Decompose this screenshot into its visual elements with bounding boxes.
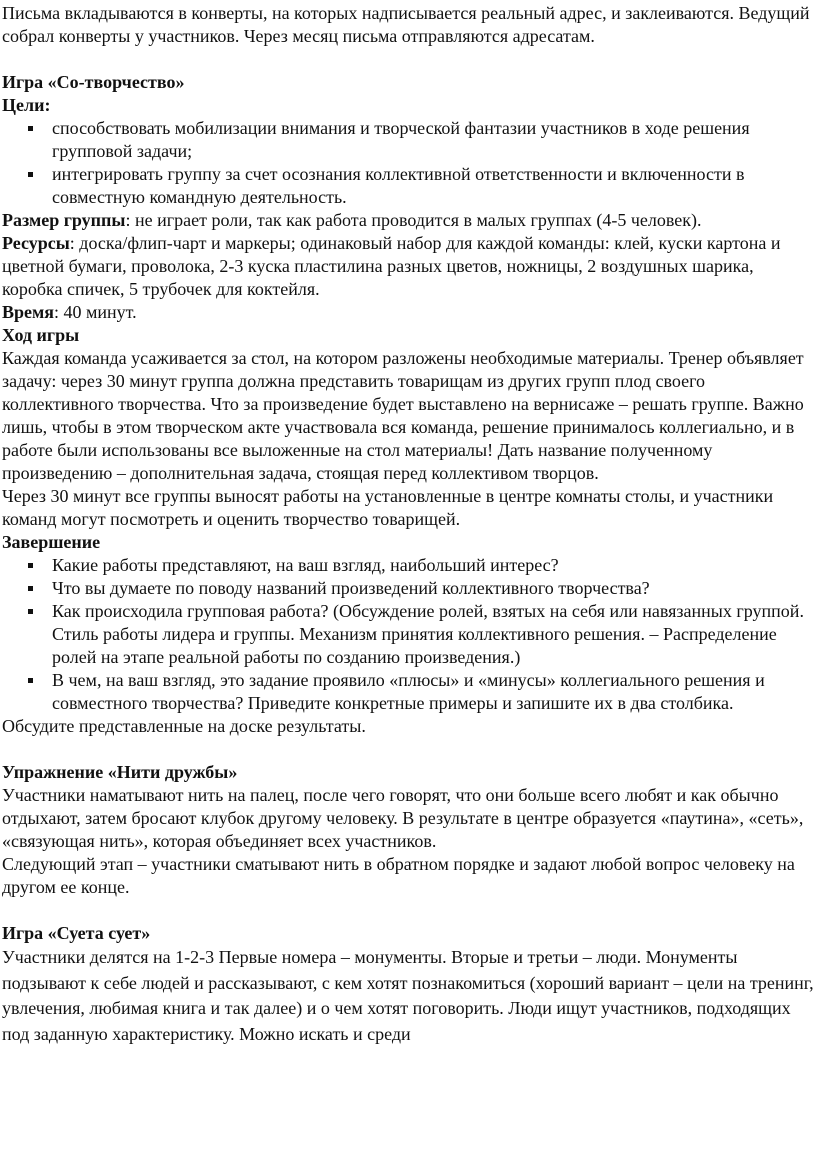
list-item: Как происходила групповая работа? (Обсуждение ролей, взятых на себя или навязанных группой. Стиль работы лидера и группы. Механизм принятия коллективного решения. – Распределение ролей на этапе реальной работы по созданию произведения.) bbox=[2, 600, 814, 669]
spacer bbox=[2, 899, 814, 922]
list-item: Какие работы представляют, на ваш взгляд, наибольший интерес? bbox=[2, 554, 814, 577]
discuss-paragraph: Обсудите представленные на доске результаты. bbox=[2, 716, 366, 736]
time-label: Время bbox=[2, 302, 55, 322]
game2-paragraph-1: Участники делятся на 1-2-3 Первые номера – монументы. Вторые и третьи – люди. Монументы подзывают к себе людей и рассказывают, с кем хотят познакомиться (хороший вариант – цели на тренинг, увлечения, любимая книга и так далее) и о чем хотят поговорить. Люди ищут участников, подходящих под заданную характеристику. Можно искать и среди bbox=[2, 947, 814, 1044]
resources-label: Ресурсы bbox=[2, 233, 70, 253]
exercise-paragraph-2: Следующий этап – участники сматывают нить в обратном порядке и задают любой вопрос человеку на другом ее конце. bbox=[2, 854, 795, 897]
group-size-label: Размер группы bbox=[2, 210, 126, 230]
spacer bbox=[2, 738, 814, 761]
list-item: интегрировать группу за счет осознания коллективной ответственности и включенности в совместную командную деятельность. bbox=[2, 163, 814, 209]
resources-paragraph bbox=[2, 232, 814, 301]
time-text: : 40 минут. bbox=[54, 302, 137, 322]
group-size-paragraph bbox=[2, 209, 814, 232]
game1-title: Игра «Со-творчество» bbox=[2, 72, 185, 92]
course-paragraph-1: Каждая команда усаживается за стол, на котором разложены необходимые материалы. Тренер объявляет задачу: через 30 минут группа должна представить товарищам из других групп плод своего коллективного творчества. Что за произведение будет выставлено на вернисаже – решать группе. Важно лишь, чтобы в этом творческом акте участвовала вся команда, решение принималось коллегиально, и в работе были использованы все выложенные на стол материалы! Дать название полученному произведению – дополнительная задача, стоящая перед коллективом творцов. bbox=[2, 348, 804, 483]
intro-paragraph: Письма вкладываются в конверты, на которых надписывается реальный адрес, и заклеиваются. Ведущий собрал конверты у участников. Через месяц письма отправляются адресатам. bbox=[2, 3, 810, 46]
ending-label: Завершение bbox=[2, 532, 101, 552]
goals-list bbox=[2, 117, 814, 209]
list-item: Что вы думаете по поводу названий произведений коллективного творчества? bbox=[2, 577, 814, 600]
time-paragraph bbox=[2, 301, 814, 324]
group-size-text: : не играет роли, так как работа проводится в малых группах (4-5 человек). bbox=[125, 210, 702, 230]
game2-title: Игра «Суета сует» bbox=[2, 923, 151, 943]
course-paragraph-2: Через 30 минут все группы выносят работы на установленные в центре комнаты столы, и участники команд могут посмотреть и оценить творчество товарищей. bbox=[2, 486, 774, 529]
exercise-paragraph-1: Участники наматывают нить на палец, после чего говорят, что они больше всего любят и как обычно отдыхают, затем бросают клубок другому человеку. В результате в центре образуется «паутина», «сеть», «связующая нить», которая объединяет всех участников. bbox=[2, 785, 804, 851]
list-item: В чем, на ваш взгляд, это задание проявило «плюсы» и «минусы» коллегиального решения и совместного творчества? Приведите конкретные примеры и запишите их в два столбика. bbox=[2, 669, 814, 715]
list-item: способствовать мобилизации внимания и творческой фантазии участников в ходе решения групповой задачи; bbox=[2, 117, 814, 163]
exercise-title: Упражнение «Нити дружбы» bbox=[2, 762, 238, 782]
goals-label: Цели: bbox=[2, 95, 51, 115]
course-label: Ход игры bbox=[2, 325, 80, 345]
resources-text: : доска/флип-чарт и маркеры; одинаковый набор для каждой команды: клей, куски картона и цветной бумаги, проволока, 2-3 куска пластилина разных цветов, ножницы, 2 воздушных шарика, коробка спичек, 5 трубочек для коктейля. bbox=[2, 233, 781, 299]
ending-list bbox=[2, 554, 814, 715]
spacer bbox=[2, 48, 814, 71]
